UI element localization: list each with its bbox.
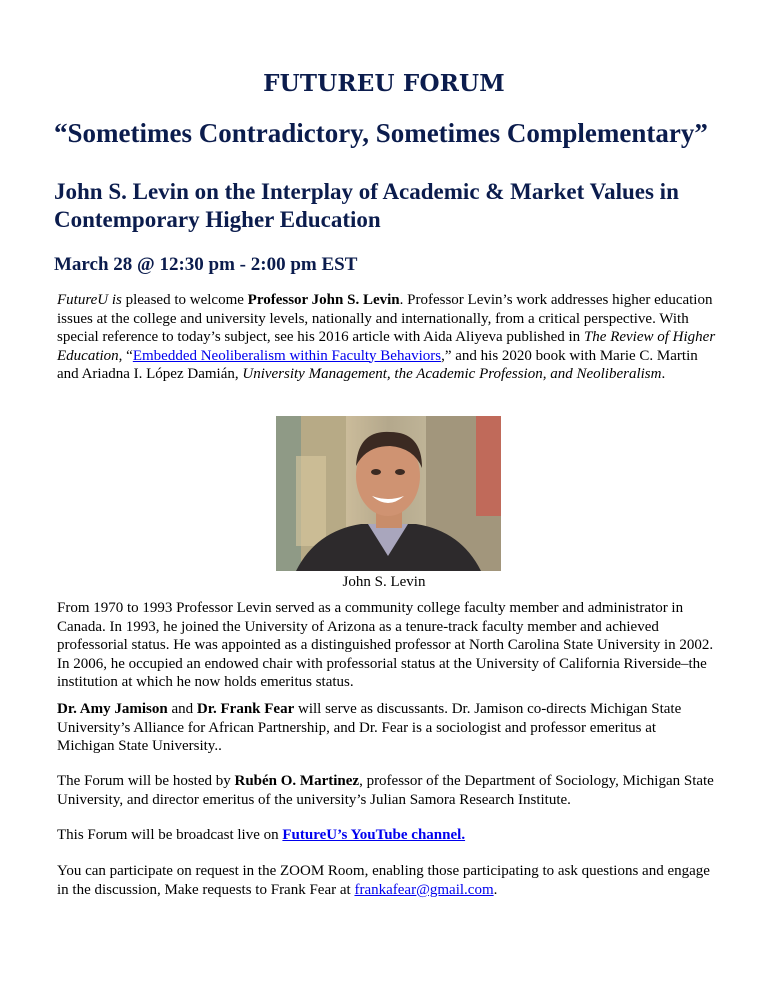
discussant-fear: Dr. Frank Fear bbox=[196, 701, 295, 717]
intro-text-3: , “ bbox=[118, 347, 133, 364]
book-title: University Management, the Academic Profession, and Neoliberalism bbox=[242, 366, 662, 382]
levin-portrait bbox=[276, 416, 501, 571]
youtube-channel-link[interactable]: FutureU’s YouTube channel. bbox=[282, 827, 466, 843]
host-text-2: , professor of the Department of Sociology, Michigan State University, and director emeritus of the university’s Julian Samora Research Institute. bbox=[57, 773, 714, 808]
host-text-1: The Forum will be hosted by bbox=[57, 773, 235, 789]
participate-text-1: You can participate on request in the ZOOM Room, enabling those participating to ask questions and engage in the discussion, Make requests to Frank Fear at bbox=[57, 863, 710, 898]
intro-paragraph bbox=[57, 291, 717, 384]
host-name: Rubén O. Martinez bbox=[234, 773, 360, 789]
journal-title: The Review of Higher Education bbox=[57, 329, 716, 364]
email-link[interactable]: frankafear@gmail.com bbox=[354, 881, 494, 898]
intro-text-5: . bbox=[661, 366, 666, 382]
participate-text-2: . bbox=[493, 881, 498, 898]
broadcast-paragraph bbox=[57, 826, 717, 845]
forum-banner: FUTUREU FORUM bbox=[263, 70, 505, 97]
professor-name: Professor John S. Levin bbox=[247, 292, 400, 308]
event-headline: John S. Levin on the Interplay of Academic & Market Values in Contemporary Higher Education bbox=[54, 179, 679, 232]
event-subtitle: “Sometimes Contradictory, Sometimes Complementary” bbox=[54, 118, 708, 148]
discussant-jamison: Dr. Amy Jamison bbox=[57, 701, 168, 717]
event-datetime: March 28 @ 12:30 pm - 2:00 pm EST bbox=[54, 254, 358, 275]
participate-paragraph bbox=[57, 862, 717, 899]
intro-text-4: ,” and his 2020 book with Marie C. Martin and Ariadna I. López Damián, bbox=[57, 347, 698, 382]
intro-text-1: pleased to welcome bbox=[121, 292, 248, 308]
futureu-name: FutureU is bbox=[57, 292, 122, 308]
broadcast-text: This Forum will be broadcast live on bbox=[57, 827, 283, 843]
discussants-paragraph bbox=[57, 700, 717, 756]
article-link[interactable]: Embedded Neoliberalism within Faculty Behaviors bbox=[132, 347, 442, 364]
intro-text-2: . Professor Levin’s work addresses higher education issues at the college and university levels, nationally and internationally, from a critical perspective. With special reference to today’s subject, see his 2016 article with Aida Aliyeva published in bbox=[57, 292, 713, 345]
discussants-text-1: and bbox=[167, 701, 197, 717]
host-paragraph bbox=[57, 772, 717, 809]
photo-caption: John S. Levin bbox=[342, 574, 426, 590]
portrait-illustration bbox=[276, 416, 501, 571]
discussants-text-2: will serve as discussants. Dr. Jamison co-directs Michigan State University’s Alliance for African Partnership, and Dr. Fear is a sociologist and professor emeritus at Michigan State University.. bbox=[57, 701, 682, 754]
bio-paragraph: From 1970 to 1993 Professor Levin served as a community college faculty member and administrator in Canada. In 1993, he joined the University of Arizona as a tenure-track faculty member and achieved professorial status. He was appointed as a distinguished professor at North Carolina State University in 2002. In 2006, he occupied an endowed chair with professorial status at the University of California Riverside–the institution at which he now holds emeritus status. bbox=[57, 600, 714, 690]
